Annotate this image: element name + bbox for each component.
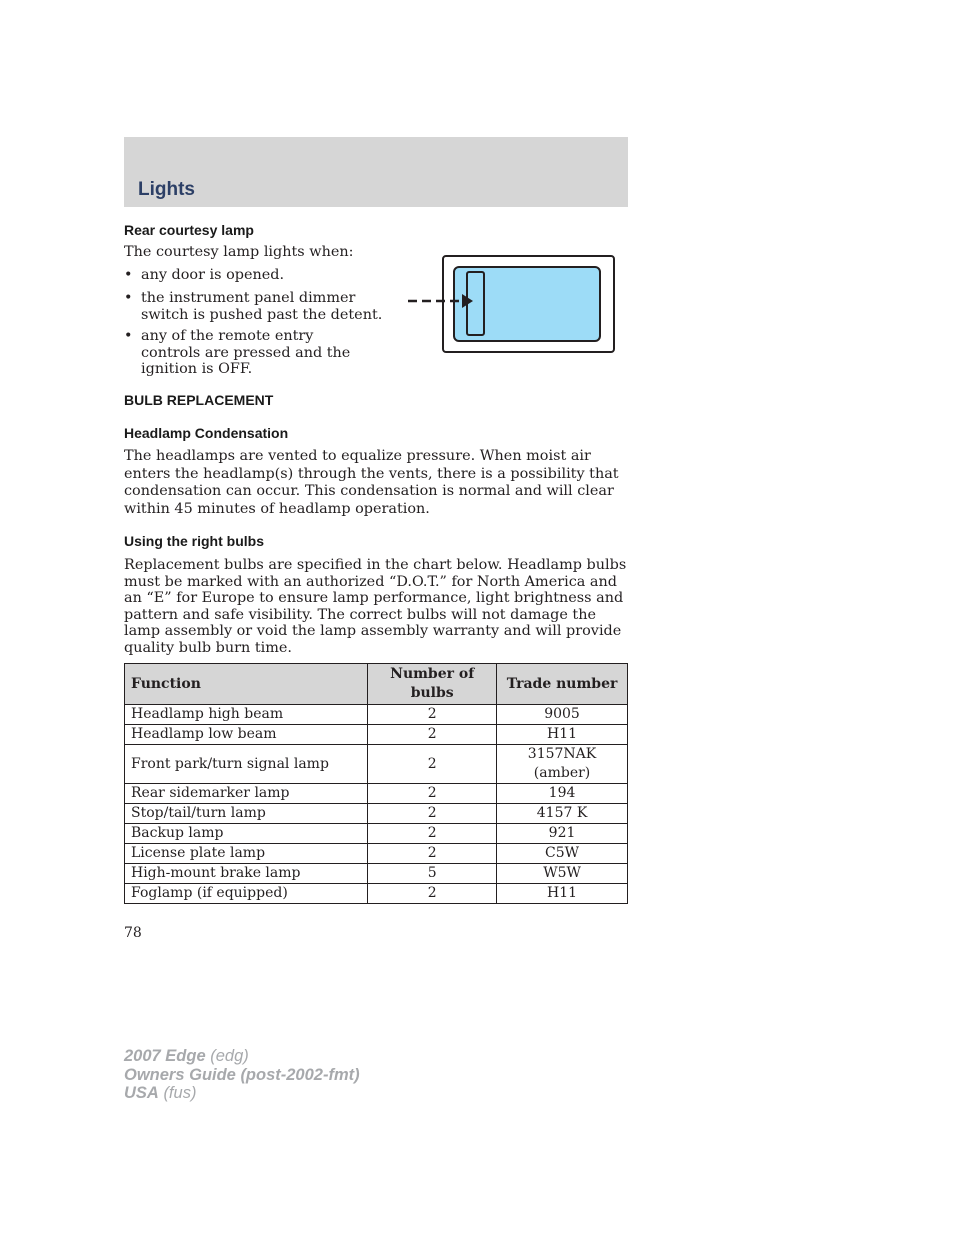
footer-model-code: (edg) bbox=[210, 1047, 249, 1065]
table-row bbox=[125, 844, 628, 864]
table-row bbox=[125, 705, 628, 725]
column-header-function: Function bbox=[125, 664, 368, 705]
condensation-heading: Headlamp Condensation bbox=[124, 425, 289, 441]
condensation-paragraph: The headlamps are vented to equalize pressure. When moist air enters the headlamp(s) through the vents, there is a possibility that condensation can occur. This condensation is normal and will clear within 45 minutes of headlamp operation. bbox=[124, 448, 619, 517]
cell-trade: 3157NAK (amber) bbox=[497, 745, 628, 784]
cell-count: 2 bbox=[368, 725, 497, 745]
cell-trade: 921 bbox=[497, 824, 628, 844]
cell-count: 2 bbox=[368, 784, 497, 804]
cell-trade: 9005 bbox=[497, 705, 628, 725]
table-row bbox=[125, 745, 628, 784]
cell-count: 2 bbox=[368, 745, 497, 784]
bullet-item: • any door is opened. bbox=[124, 267, 384, 284]
page-number: 78 bbox=[124, 925, 142, 941]
cell-function: Rear sidemarker lamp bbox=[125, 784, 368, 804]
bullet-text: the instrument panel dimmer switch is pushed past the detent. bbox=[141, 290, 383, 323]
table-row bbox=[125, 725, 628, 745]
table-row bbox=[125, 864, 628, 884]
section-header-band bbox=[124, 137, 628, 207]
table-row bbox=[125, 784, 628, 804]
bullet-text: any door is opened. bbox=[141, 267, 285, 283]
cell-trade: C5W bbox=[497, 844, 628, 864]
table-header-row bbox=[125, 664, 628, 705]
cell-function: Backup lamp bbox=[125, 824, 368, 844]
column-header-count: Number of bulbs bbox=[368, 664, 497, 705]
table-row bbox=[125, 824, 628, 844]
bullet-text: any of the remote entry controls are pressed and the ignition is OFF. bbox=[141, 328, 351, 377]
cell-count: 2 bbox=[368, 804, 497, 824]
footer-line-1 bbox=[124, 1047, 360, 1066]
cell-function: Foglamp (if equipped) bbox=[125, 884, 368, 904]
table-row bbox=[125, 884, 628, 904]
footer-line-3 bbox=[124, 1084, 360, 1103]
cell-function: License plate lamp bbox=[125, 844, 368, 864]
cell-count: 2 bbox=[368, 844, 497, 864]
cell-count: 5 bbox=[368, 864, 497, 884]
rear-courtesy-heading: Rear courtesy lamp bbox=[124, 222, 254, 238]
cell-trade: 4157 K bbox=[497, 804, 628, 824]
bullet-item: • any of the remote entry controls are pressed and the ignition is OFF. bbox=[124, 328, 384, 378]
footer-market: USA bbox=[124, 1084, 159, 1102]
footer-model: 2007 Edge bbox=[124, 1047, 206, 1065]
cell-function: High-mount brake lamp bbox=[125, 864, 368, 884]
table-row bbox=[125, 804, 628, 824]
cell-function: Headlamp high beam bbox=[125, 705, 368, 725]
footer-market-code: (fus) bbox=[163, 1084, 197, 1102]
cell-count: 2 bbox=[368, 824, 497, 844]
cell-count: 2 bbox=[368, 884, 497, 904]
right-bulbs-heading: Using the right bulbs bbox=[124, 533, 264, 549]
right-bulbs-paragraph: Replacement bulbs are specified in the chart below. Headlamp bulbs must be marked with an authorized “D.O.T.” for North America and an “E” for Europe to ensure lamp performance, light brightness and pattern and safe visibility. The correct bulbs will not damage the lamp assembly or void the lamp assembly warranty and will provide quality bulb burn time. bbox=[124, 557, 627, 656]
cell-function: Headlamp low beam bbox=[125, 725, 368, 745]
cell-trade: H11 bbox=[497, 884, 628, 904]
document-footer bbox=[124, 1047, 360, 1103]
cell-trade: 194 bbox=[497, 784, 628, 804]
bulb-replacement-heading: BULB REPLACEMENT bbox=[124, 392, 274, 408]
bulb-table bbox=[124, 663, 628, 904]
cell-function: Stop/tail/turn lamp bbox=[125, 804, 368, 824]
bullet-item: • the instrument panel dimmer switch is pushed past the detent. bbox=[124, 290, 383, 323]
section-title: Lights bbox=[138, 179, 195, 200]
rear-courtesy-intro: The courtesy lamp lights when: bbox=[124, 244, 354, 260]
cell-function: Front park/turn signal lamp bbox=[125, 745, 368, 784]
cell-trade: W5W bbox=[497, 864, 628, 884]
footer-guide: Owners Guide (post-2002-fmt) bbox=[124, 1065, 360, 1084]
courtesy-lamp-switch-icon bbox=[406, 254, 616, 356]
footer-line-2 bbox=[124, 1066, 360, 1085]
cell-trade: H11 bbox=[497, 725, 628, 745]
column-header-trade: Trade number bbox=[497, 664, 628, 705]
cell-count: 2 bbox=[368, 705, 497, 725]
